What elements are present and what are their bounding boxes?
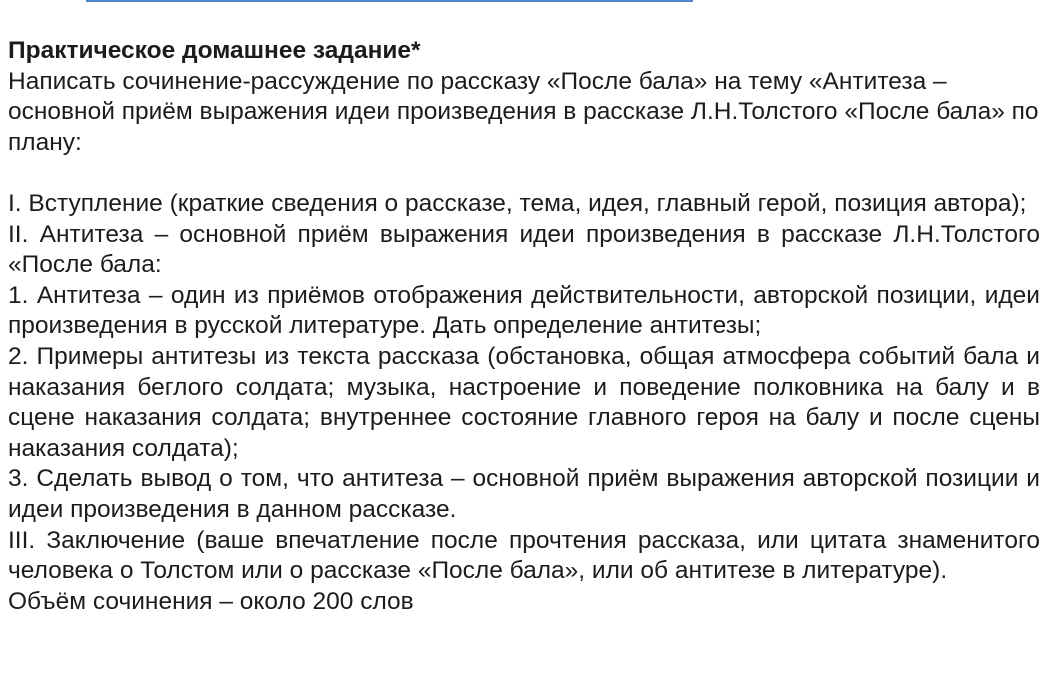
plan-item-conclusion-point: 3. Сделать вывод о том, что антитеза – основной приём выражения авторской позиции и идеи произведения в данном рассказе. (8, 465, 1040, 523)
plan-item-antithesis-examples: 2. Примеры антитезы из текста рассказа (обстановка, общая атмосфера событий бала и наказания беглого солдата; музыка, настроение и поведение полковника на балу и в сцене наказания солдата; внутреннее состояние главного героя на балу и после сцены наказания солдата); (8, 342, 1040, 462)
plan-item-introduction: I. Вступление (краткие сведения о рассказе, тема, идея, главный герой, позиция автора); (8, 189, 1027, 217)
plan-item-main-part: II. Антитеза – основной приём выражения идеи произведения в рассказе Л.Н.Толстого «После бала: (8, 220, 1040, 279)
plan-item-conclusion: III. Заключение (ваше впечатление после прочтения рассказа, или цитата знаменитого человека о Толстом или о рассказе «После бала», или об антитезе в литературе). (8, 526, 1040, 585)
assignment-text (8, 36, 1040, 617)
blank-line (8, 158, 1040, 189)
plan-item-antithesis-definition: 1. Антитеза – один из приёмов отображения действительности, авторской позиции, идеи произведения в русской литературе. Дать определение антитезы; (8, 281, 1040, 340)
assignment-title: Практическое домашнее задание* (8, 37, 421, 64)
essay-length-note: Объём сочинения – около 200 слов (8, 587, 414, 615)
assignment-intro: Написать сочинение-рассуждение по рассказу «После бала» на тему «Антитеза – основной приём выражения идеи произведения в рассказе Л.Н.Толстого «После бала» по плану: (8, 67, 1039, 156)
top-link-underline[interactable] (86, 0, 693, 2)
